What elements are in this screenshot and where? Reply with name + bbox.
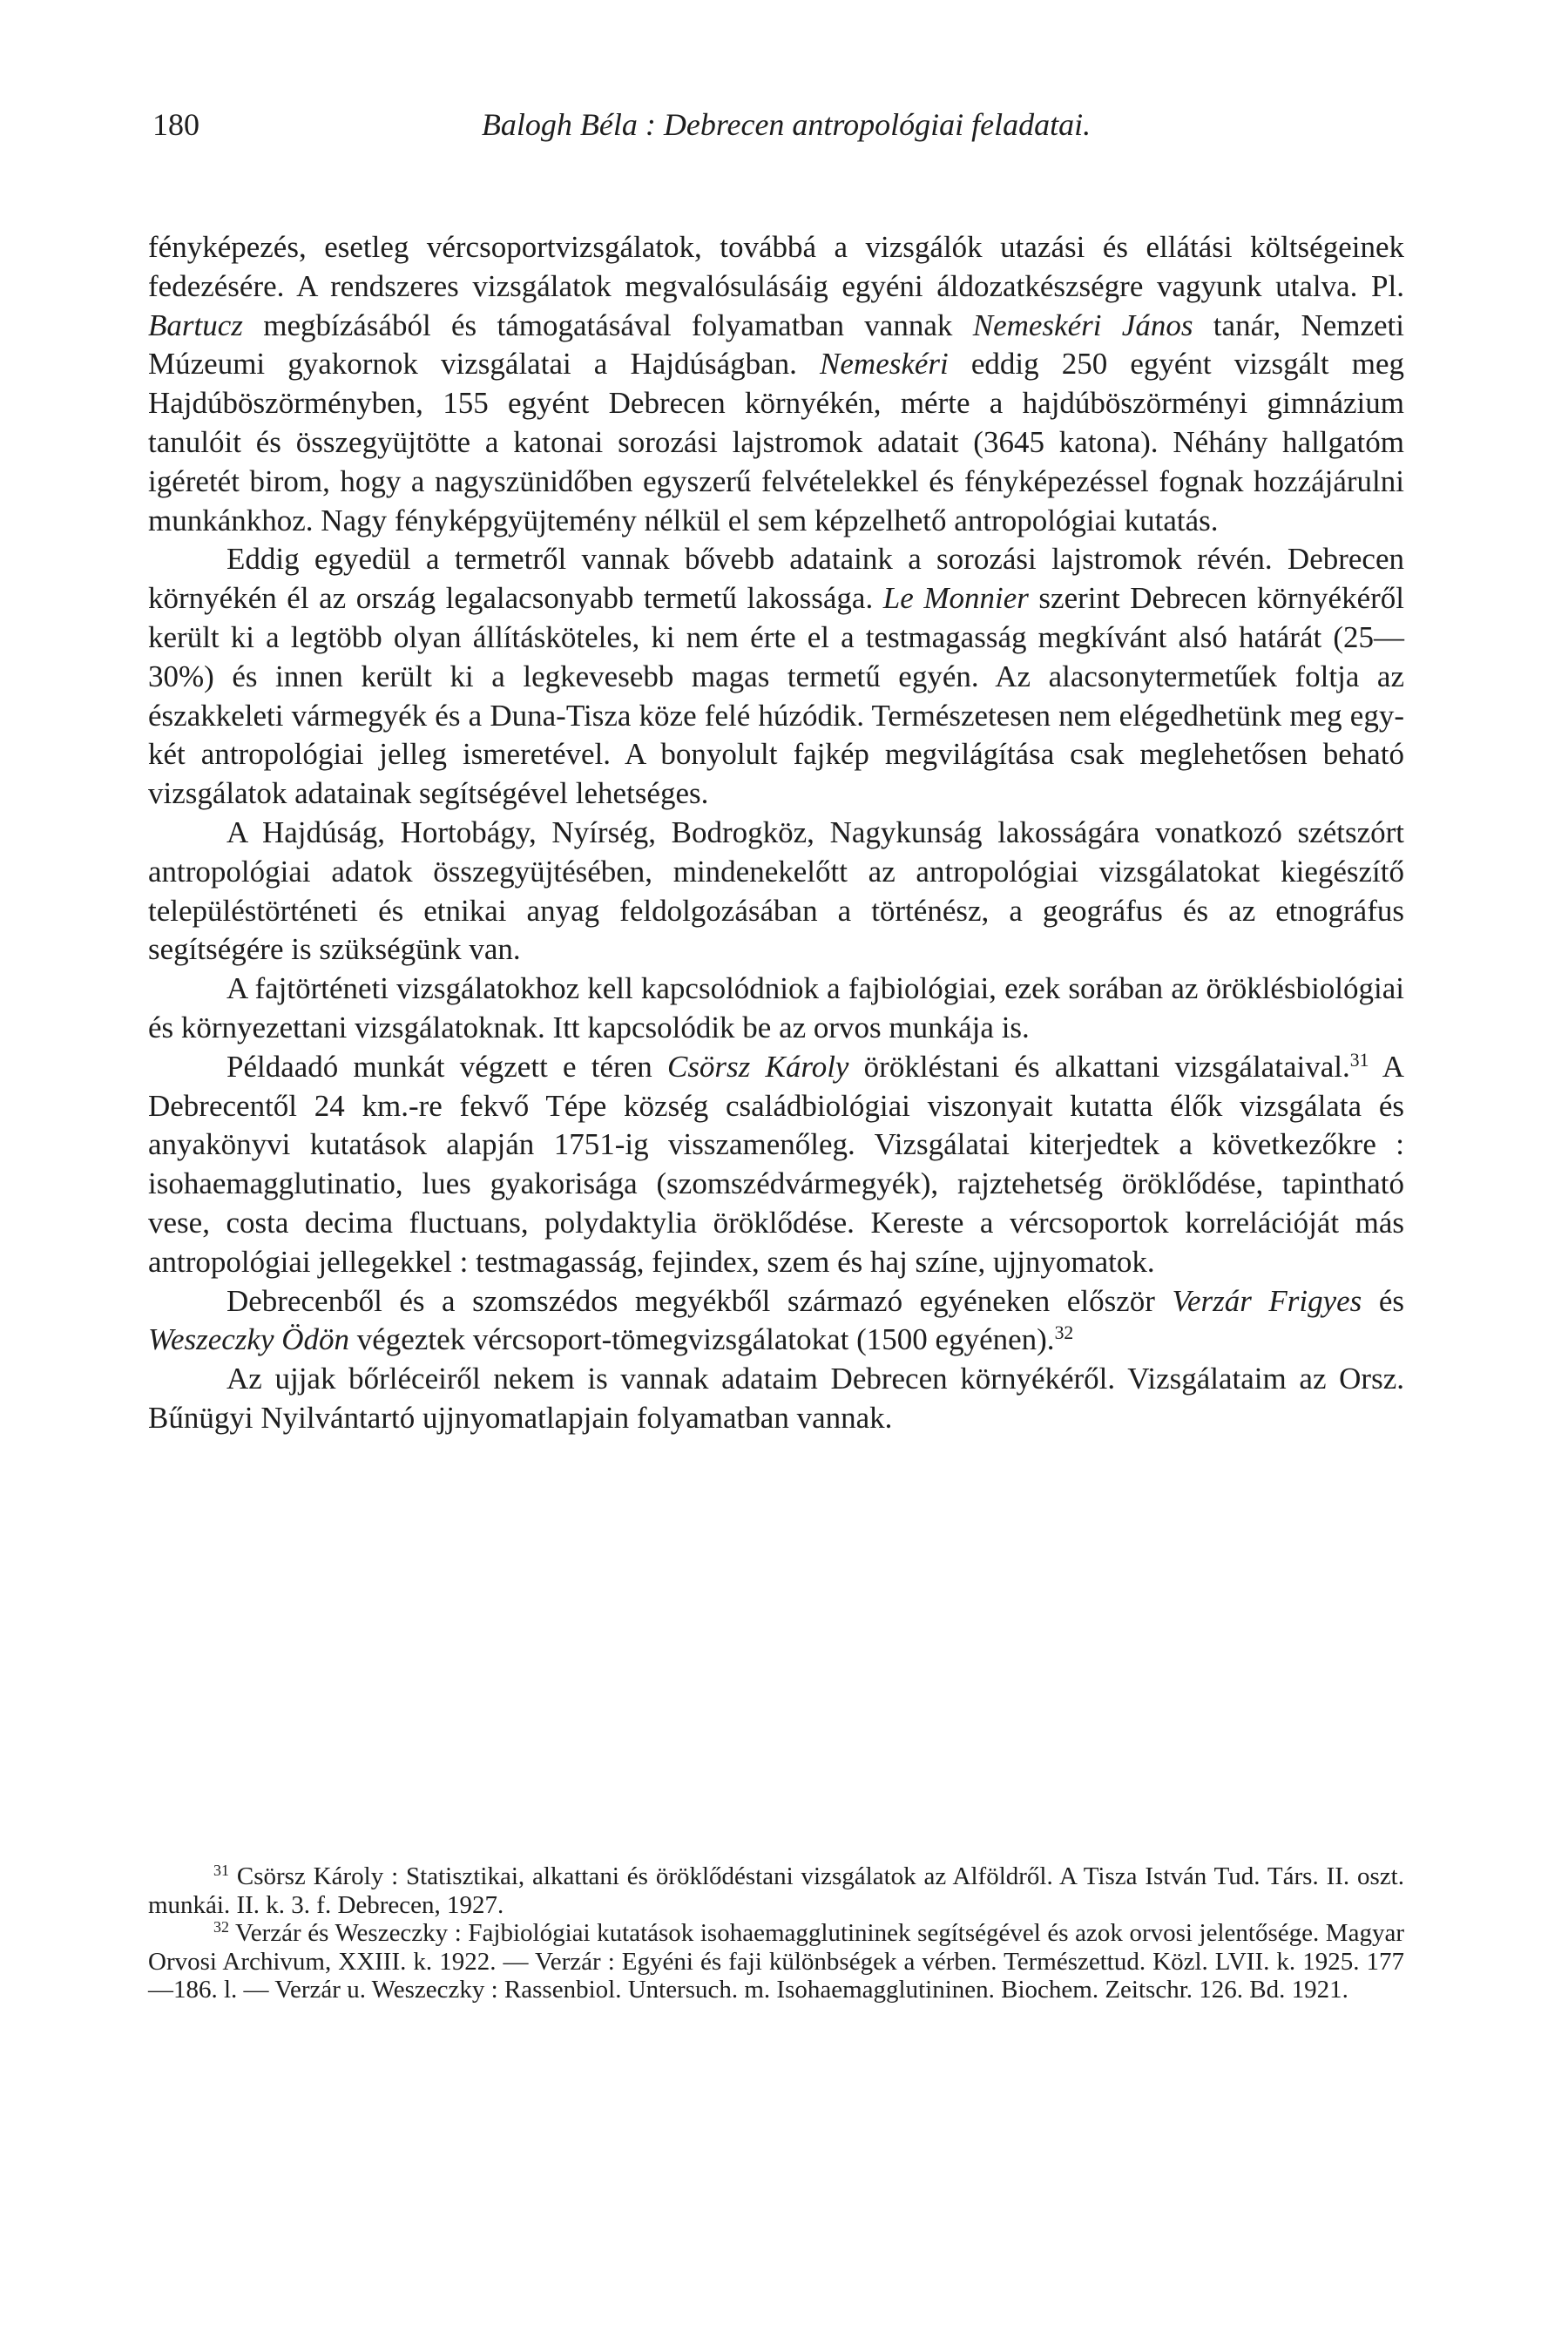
- text-run: eddig 250 egyént vizsgált meg Hajdúböszörményben, 155 egyént Debrecen környékén, mérte a hajdúböszörményi gimnázium tanulóit és összegyüjtötte a katonai sorozási lajstromok adatait (3645 katona). Néhány hallgatóm igéretét birom, hogy a nagyszünidőben egyszerű felvételekkel és fényképezéssel fognak hozzájárulni munkánkhoz. Nagy fényképgyüjtemény nélkül el sem képzelhető antropológiai kutatás.: [148, 347, 1404, 537]
- text-run: örökléstani és alkattani vizsgálataival.: [848, 1049, 1350, 1084]
- text-run: Az ujjak bőrléceiről nekem is vannak adataim Debrecen környékéről. Vizsgálataim az Orsz. Bűnügyi Nyilvántartó ujjnyomatlapjain folyamatban vannak.: [148, 1362, 1404, 1435]
- text-run: Csörsz Károly : Statisztikai, alkattani és öröklődéstani vizsgálatok az Alföldről. A Tisza István Tud. Társ. II. oszt. munkái. II. k. 3. f. Debrecen, 1927.: [148, 1862, 1404, 1919]
- italic-name: Weszeczky Ödön: [148, 1322, 350, 1357]
- text-run: Debrecenből és a szomszédos megyékből származó egyéneken először: [226, 1283, 1173, 1318]
- text-run: szerint Debrecen környékéről került ki a legtöbb olyan állításköteles, ki nem érte el a testmagasság megkívánt alsó határát (25—30%) és innen került ki a legkevesebb magas termetű egyén. Az alacsonytermetűek foltja az északkeleti vármegyék és a Duna-Tisza köze felé húzódik. Természetesen nem elégedhetünk meg egy-két antropológiai jelleg ismeretével. A bonyolult fajkép megvilágítása csak meglehetősen beható vizsgálatok adatainak segítségével lehetséges.: [148, 581, 1404, 811]
- italic-name: Le Monnier: [882, 581, 1029, 616]
- italic-name: Nemeskéri: [820, 347, 949, 382]
- running-title: Balogh Béla : Debrecen antropológiai feladatai.: [481, 107, 1092, 142]
- footnote-ref: 31: [1349, 1049, 1369, 1071]
- body-text: [148, 228, 1404, 1438]
- footnote: [148, 1862, 1404, 1919]
- text-run: végeztek vércsoport-tömegvizsgálatokat (1500 egyénen).: [349, 1322, 1055, 1357]
- text-run: Verzár és Weszeczky : Fajbiológiai kutatások isohaemagglutininek segítségével és azok orvosi jelentősége. Magyar Orvosi Archivum, XXIII. k. 1922. — Verzár : Egyéni és faji különbségek a vérben. Természettud. Közl. LVII. k. 1925. 177—186. l. — Verzár u. Weszeczky : Rassenbiol. Untersuch. m. Isohaemagglutininen. Biochem. Zeitschr. 126. Bd. 1921.: [148, 1919, 1404, 2004]
- italic-name: Csörsz Károly: [666, 1049, 849, 1084]
- text-run: A Hajdúság, Hortobágy, Nyírség, Bodrogköz, Nagykunság lakosságára vonatkozó szétszórt antropológiai adatok összegyüjtésében, mindenekelőtt az antropológiai vizsgálatokat kiegészítő településtörténeti és etnikai anyag feldolgozásában a történész, a geográfus és az etnográfus segítségére is szükségünk van.: [148, 814, 1404, 967]
- text-run: Eddig egyedül a termetről vannak bővebb adataink a sorozási lajstromok révén. Debrecen környékén él az ország legalacsonyabb termetű lakossága.: [148, 542, 1404, 616]
- text-run: megbízásából és támogatásával folyamatban vannak: [242, 308, 973, 342]
- paragraph: [148, 1360, 1404, 1438]
- paragraph: [148, 1048, 1404, 1282]
- text-run: Példaadó munkát végzett e téren: [226, 1049, 667, 1084]
- text-run: tanár, Nemzeti Múzeumi gyakornok vizsgálatai a Hajdúságban.: [148, 308, 1405, 382]
- footnote: [148, 1919, 1404, 2004]
- footnote-ref: 31: [213, 1862, 229, 1880]
- text-run: A Debrecentől 24 km.-re fekvő Tépe község családbiológiai viszonyait kutatta élők vizsgálata és anyakönyvi kutatások alapján 1751-ig visszamenőleg. Vizsgálatai kiterjedtek a következőkre : isohaemagglutinatio, lues gyakorisága (szomszédvármegyék), rajztehetség öröklődése, tapintható vese, costa decima fluctuans, polydaktylia öröklődése. Kereste a vércsoportok korrelációját más antropológiai jellegekkel : testmagasság, fejindex, szem és haj színe, ujjnyomatok.: [148, 1049, 1404, 1279]
- text-run: A fajtörténeti vizsgálatokhoz kell kapcsolódniok a fajbiológiai, ezek sorában az öröklésbiológiai és környezettani vizsgálatoknak. Itt kapcsolódik be az orvos munkája is.: [148, 971, 1404, 1044]
- paragraph: [148, 1282, 1404, 1361]
- footnote-ref: 32: [1054, 1322, 1074, 1344]
- italic-name: Bartucz: [148, 308, 243, 342]
- paragraph: [148, 814, 1404, 970]
- running-header: [152, 106, 1420, 150]
- paragraph: [148, 540, 1404, 814]
- italic-name: Verzár Frigyes: [1172, 1283, 1362, 1318]
- footnotes: [148, 1862, 1404, 2004]
- text-run: fényképezés, esetleg vércsoportvizsgálatok, továbbá a vizsgálók utazási és ellátási költségeinek fedezésére. A rendszeres vizsgálatok megvalósulásáig egyéni áldozatkészségre vagyunk utalva. Pl.: [148, 230, 1404, 303]
- text-run: és: [1362, 1283, 1405, 1318]
- footnote-ref: 32: [213, 1918, 229, 1936]
- page-number: 180: [152, 107, 199, 142]
- paragraph: [148, 970, 1404, 1048]
- italic-name: Nemeskéri János: [972, 308, 1193, 342]
- paragraph: [148, 228, 1404, 540]
